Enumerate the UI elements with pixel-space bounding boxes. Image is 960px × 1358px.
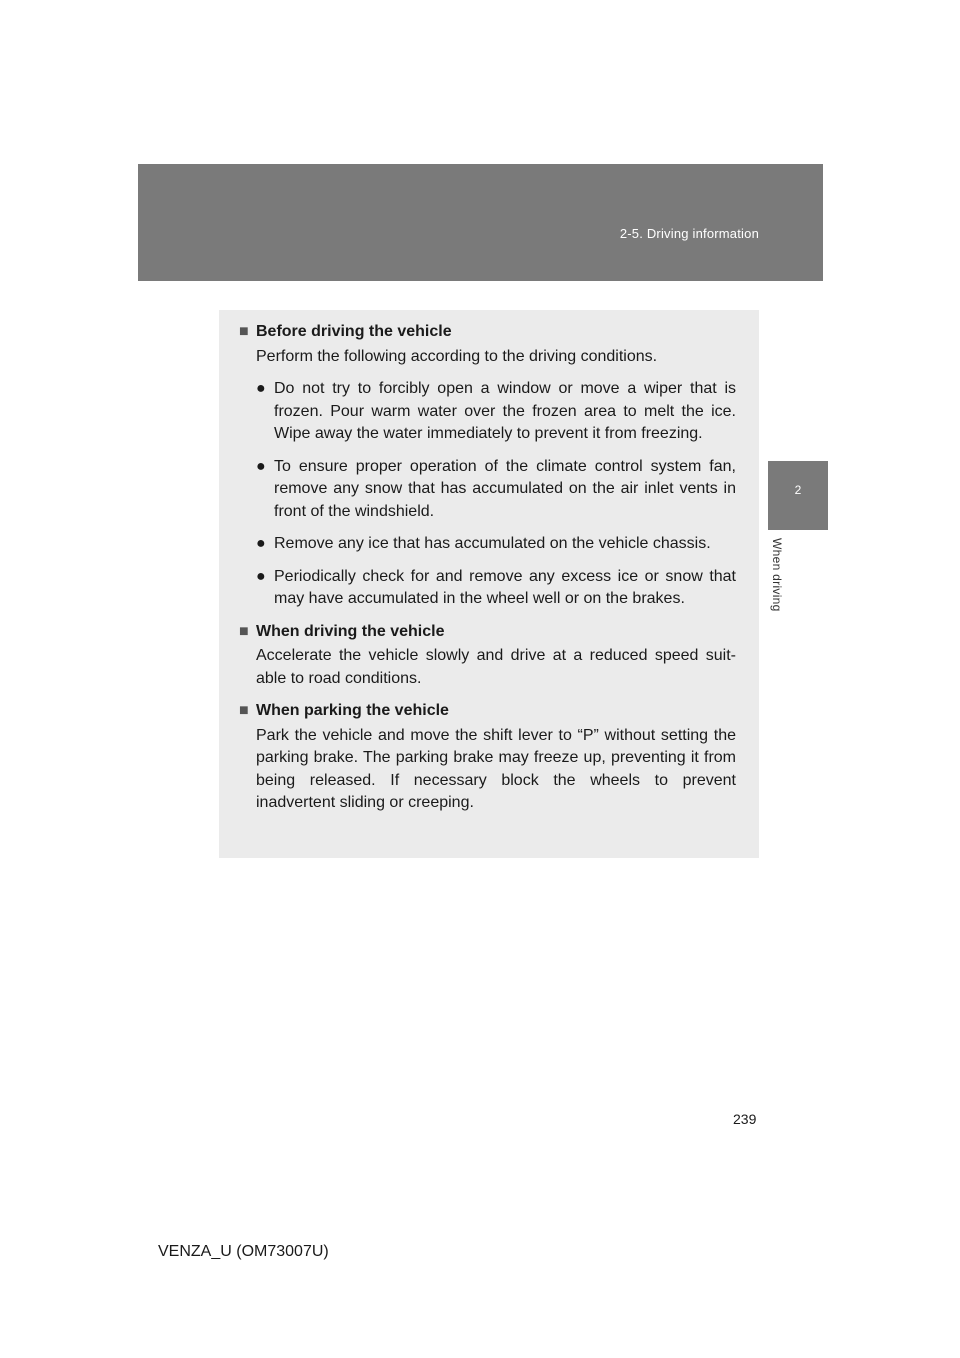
bullet-dot-icon: ● xyxy=(256,380,266,397)
document-code: VENZA_U (OM73007U) xyxy=(158,1243,329,1260)
bullet-dot-icon: ● xyxy=(256,535,266,552)
section-body: Accelerate the vehicle slowly and drive at a reduced speed suit-able to road conditions. xyxy=(256,647,736,687)
list-item-text: To ensure proper operation of the climate control system fan, remove any snow that has accumulated on the air inlet vents in front of the windshield. xyxy=(274,457,736,520)
section-intro: Perform the following according to the driving conditions. xyxy=(256,347,658,365)
list-item xyxy=(256,378,736,446)
list-item-text: Remove any ice that has accumulated on the vehicle chassis. xyxy=(274,535,711,552)
chapter-label: When driving xyxy=(770,538,784,612)
section-heading xyxy=(239,621,736,644)
section-body: Park the vehicle and move the shift lever to “P” without setting the parking brake. The parking brake may freeze up, preventing it from being released. If necessary block the wheels to prevent inadvertent sliding or creeping. xyxy=(256,726,736,811)
section-when-parking xyxy=(239,700,736,815)
page-number: 239 xyxy=(733,1111,757,1127)
list-item xyxy=(256,456,736,524)
chapter-tab xyxy=(768,461,828,530)
bullet-dot-icon: ● xyxy=(256,457,266,475)
square-marker-icon: ■ xyxy=(239,702,249,719)
section-before-driving xyxy=(239,321,736,611)
list-item xyxy=(256,566,736,611)
info-box xyxy=(219,310,759,858)
bullet-dot-icon: ● xyxy=(256,567,266,585)
square-marker-icon: ■ xyxy=(239,622,249,640)
square-marker-icon: ■ xyxy=(239,323,249,340)
section-title-before-driving: Before driving the vehicle xyxy=(256,323,452,340)
section-title: 2-5. Driving information xyxy=(619,226,759,241)
list-item xyxy=(256,533,736,556)
header-bar xyxy=(138,164,823,281)
chapter-number: 2 xyxy=(794,483,802,497)
bullet-list xyxy=(256,378,736,611)
section-heading xyxy=(239,321,736,344)
section-title-when-driving: When driving the vehicle xyxy=(256,622,445,640)
section-when-driving xyxy=(239,621,736,691)
section-title-when-parking: When parking the vehicle xyxy=(256,702,449,719)
list-item-text: Do not try to forcibly open a window or move a wiper that is frozen. Pour warm water over the frozen area to melt the ice. Wipe away the water immediately to prevent it from freezing. xyxy=(274,380,736,442)
list-item-text: Periodically check for and remove any excess ice or snow that may have accumulated in the wheel well or on the brakes. xyxy=(274,567,736,607)
section-heading xyxy=(239,700,736,723)
